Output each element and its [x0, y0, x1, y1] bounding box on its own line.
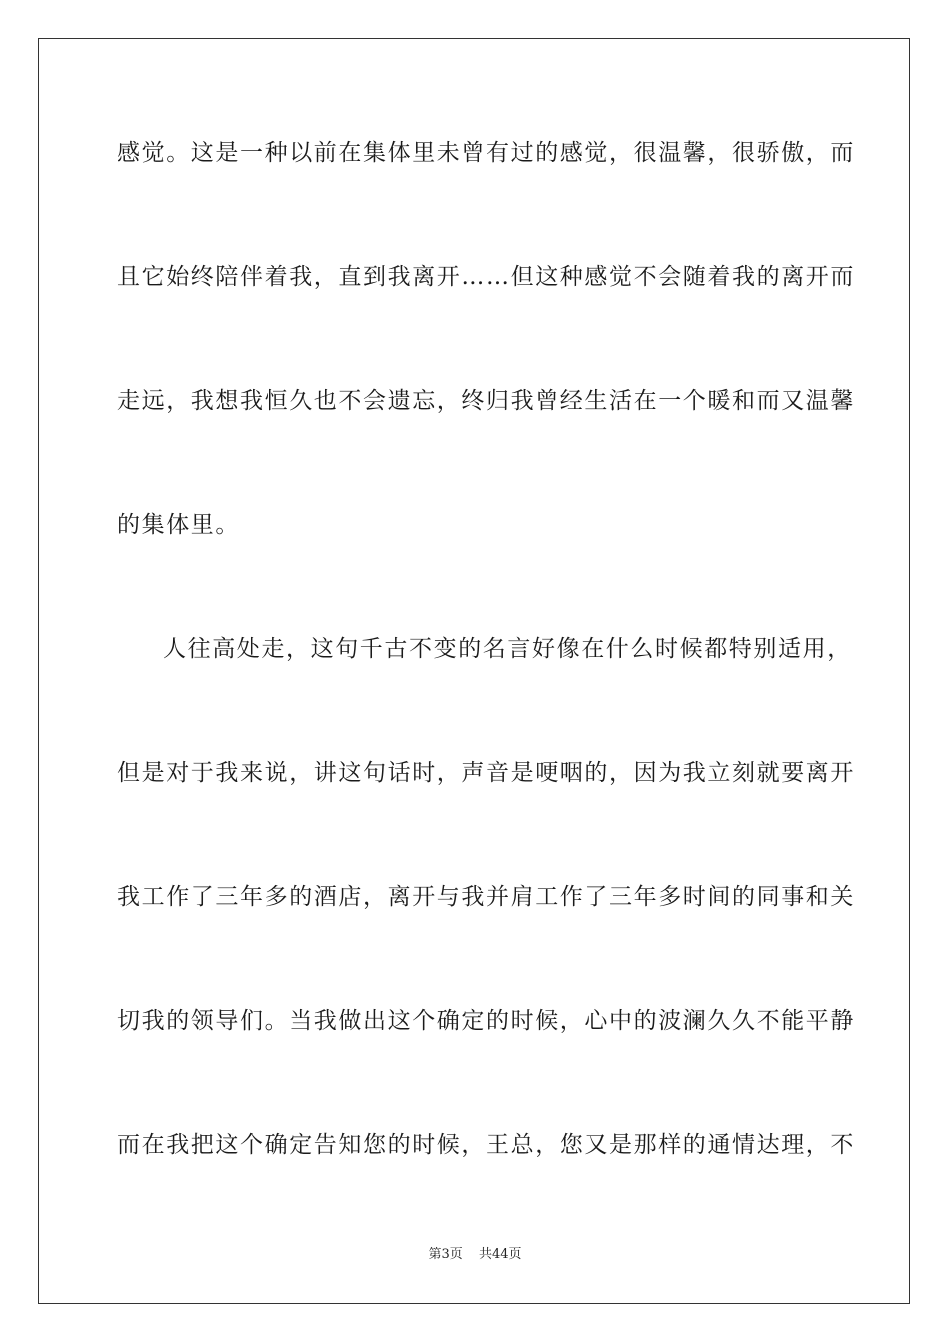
page-total: 共44页: [478, 1247, 522, 1262]
text-line-8: 切我的领导们。当我做出这个确定的时候，心中的波澜久久不能平静: [117, 1008, 855, 1034]
page-border: [38, 38, 910, 1304]
text-line-9: 而在我把这个确定告知您的时候，王总，您又是那样的通情达理，不: [117, 1132, 855, 1158]
text-line-6: 但是对于我来说，讲这句话时，声音是哽咽的，因为我立刻就要离开: [117, 760, 855, 786]
text-line-7: 我工作了三年多的酒店，离开与我并肩工作了三年多时间的同事和关: [117, 884, 855, 910]
text-line-5: 人往高处走，这句千古不变的名言好像在什么时候都特别适用，: [163, 636, 852, 662]
text-line-3: 走远，我想我恒久也不会遗忘，终归我曾经生活在一个暖和而又温馨: [117, 388, 855, 414]
page-footer: [0, 1246, 950, 1264]
text-line-1: 感觉。这是一种以前在集体里未曾有过的感觉，很温馨，很骄傲，而: [117, 140, 855, 166]
page-number: 第3页: [428, 1247, 463, 1262]
text-line-2: 且它始终陪伴着我，直到我离开……但这种感觉不会随着我的离开而: [117, 264, 855, 290]
text-line-4: 的集体里。: [117, 512, 240, 538]
